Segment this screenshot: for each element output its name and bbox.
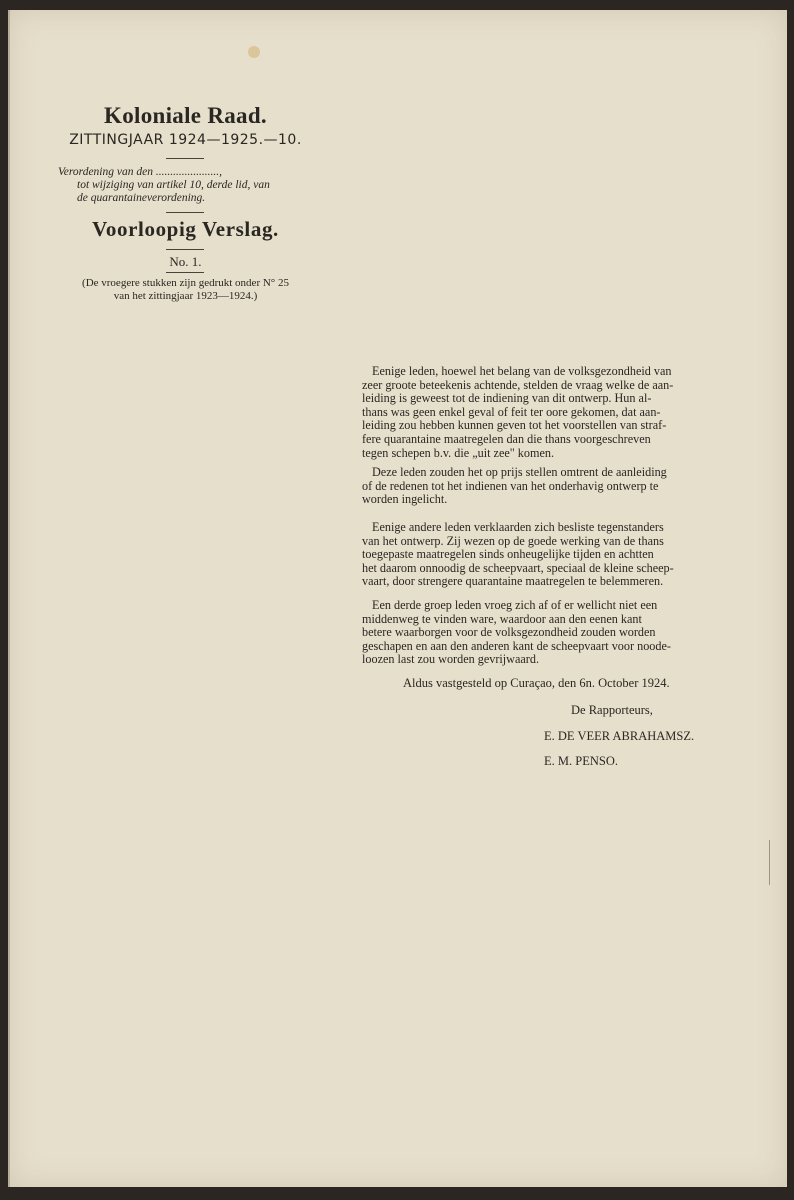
divider [166, 272, 204, 273]
text-line: loozen last zou worden gevrijwaard. [362, 652, 539, 667]
place-date: Aldus vastgesteld op Curaçao, den 6n. October 1924. [403, 676, 670, 690]
paragraph [362, 365, 717, 460]
earlier-documents-note [58, 277, 313, 303]
regulation-line: de quarantaineverordening. [77, 192, 206, 204]
text-line: betere waarborgen voor de volksgezondheid zouden worden [362, 625, 656, 640]
paragraph [362, 466, 717, 507]
regulation-description [58, 166, 313, 205]
text-line: Deze leden zouden het op prijs stellen omtrent de aanleiding [372, 465, 667, 479]
regulation-line: tot wijziging van artikel 10, derde lid, van [77, 179, 270, 191]
text-line: leiding zou hebben kunnen geven tot het voorstellen van straf- [362, 418, 667, 433]
regulation-line: Verordening van den ......................, [58, 166, 222, 178]
document-page [8, 10, 787, 1187]
divider [166, 212, 204, 213]
text-line: tegen schepen b.v. die „uit zee" komen. [362, 445, 554, 460]
paragraph [362, 521, 717, 589]
text-line: Een derde groep leden vroeg zich af of er wellicht niet een [372, 598, 658, 612]
divider [166, 249, 204, 250]
text-line: zeer groote beteekenis achtende, stelden de vraag welke de aan- [362, 377, 674, 392]
report-title: Voorloopig Verslag. [92, 217, 279, 241]
note-line: (De vroegere stukken zijn gedrukt onder N° 25 [82, 277, 289, 289]
text-line: thans was geen enkel geval of feit ter oore gekomen, dat aan- [362, 404, 661, 419]
signatory-name: E. M. PENSO. [544, 754, 618, 768]
page-fold [8, 10, 10, 1187]
text-line: leiding is geweest tot de indiening van dit ontwerp. Hun al- [362, 391, 652, 406]
session-year: ZITTINGJAAR 1924—1925.—10. [69, 132, 302, 148]
paragraph [362, 599, 717, 667]
text-line: Eenige andere leden verklaarden zich besliste tegenstanders [372, 520, 664, 534]
note-line: van het zittingjaar 1923—1924.) [113, 290, 258, 302]
signatory-name: E. DE VEER ABRAHAMSZ. [544, 729, 695, 743]
margin-mark [769, 840, 770, 885]
council-title: Koloniale Raad. [104, 103, 267, 128]
text-line: middenweg te vinden ware, waardoor aan den eenen kant [362, 611, 642, 626]
report-number: No. 1. [169, 254, 202, 269]
paper-stain [248, 46, 260, 58]
text-line: van het ontwerp. Zij wezen op de goede werking van de thans [362, 533, 664, 548]
text-line: worden ingelicht. [362, 492, 448, 507]
text-line: vaart, door strengere quarantaine maatregelen te belemmeren. [362, 574, 664, 589]
text-line: of de redenen tot het indienen van het onderhavig ontwerp te [362, 478, 659, 493]
text-line: het daarom onnoodig de scheepvaart, speciaal de kleine scheep- [362, 560, 674, 575]
divider [166, 158, 204, 159]
text-line: Eenige leden, hoewel het belang van de volksgezondheid van [372, 364, 672, 378]
text-line: toegepaste maatregelen sinds onheugelijke tijden en achtten [362, 547, 654, 562]
rapporteurs-label: De Rapporteurs, [571, 703, 653, 717]
text-line: fere quarantaine maatregelen dan die thans voorgeschreven [362, 431, 651, 446]
text-line: geschapen en aan den anderen kant de scheepvaart voor noode- [362, 638, 671, 653]
